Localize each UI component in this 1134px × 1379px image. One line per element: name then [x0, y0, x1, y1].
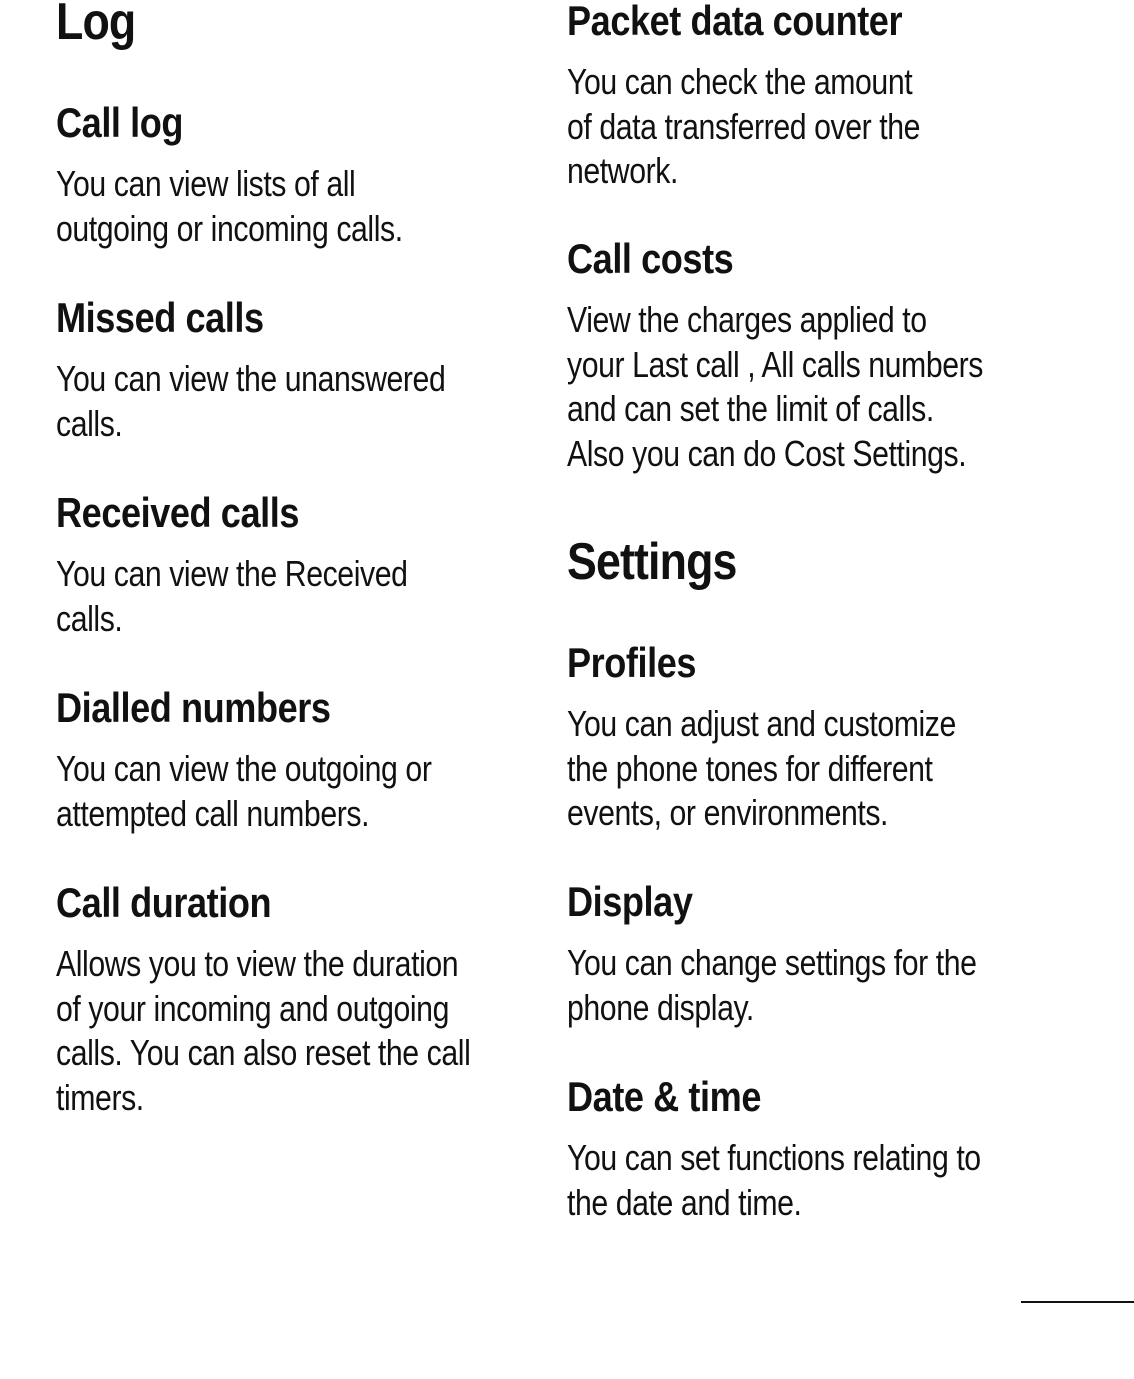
- section-title-log: Log: [56, 0, 136, 51]
- entry-heading: Call duration: [56, 879, 272, 926]
- entry-heading: Display: [567, 878, 693, 925]
- entry-body: You can view the unanswered calls.: [56, 358, 446, 444]
- entry-body: You can set functions relating to the date and time.: [567, 1137, 981, 1223]
- entry-heading: Packet data counter: [567, 0, 903, 44]
- entry-date-time: [567, 1074, 1047, 1225]
- entry-body: You can adjust and customize the phone tones for different events, or environments.: [567, 703, 956, 833]
- entry-body: You can view lists of all outgoing or incoming calls.: [56, 163, 403, 249]
- section-title-settings: Settings: [567, 533, 737, 591]
- entry-heading: Call costs: [567, 235, 734, 282]
- entry-call-duration: [56, 880, 526, 1120]
- entry-body: Allows you to view the duration of your incoming and outgoing calls. You can also reset the call timers.: [56, 943, 471, 1118]
- entry-heading: Missed calls: [56, 294, 264, 341]
- entry-missed-calls: [56, 295, 526, 446]
- entry-received-calls: [56, 490, 526, 641]
- entry-body: You can view the outgoing or attempted call numbers.: [56, 748, 432, 834]
- entry-body: You can check the amount of data transferred over the network.: [567, 61, 921, 191]
- entry-heading: Profiles: [567, 639, 697, 686]
- entry-heading: Date & time: [567, 1073, 761, 1120]
- entry-call-costs: [567, 236, 1047, 476]
- entry-packet-data-counter: [567, 0, 1047, 194]
- entry-call-log: [56, 100, 526, 251]
- entry-heading: Received calls: [56, 489, 299, 536]
- entry-body: You can view the Received calls.: [56, 553, 408, 639]
- entry-display: [567, 879, 1047, 1030]
- entry-body: View the charges applied to your Last call , All calls numbers and can set the limit of calls. Also you can do Cost Settings.: [567, 299, 983, 474]
- entry-dialled-numbers: [56, 685, 526, 836]
- entry-body: You can change settings for the phone display.: [567, 942, 977, 1028]
- page-footer-rule: [1021, 1301, 1134, 1303]
- entry-heading: Call log: [56, 99, 184, 146]
- entry-heading: Dialled numbers: [56, 684, 331, 731]
- entry-profiles: [567, 640, 1047, 836]
